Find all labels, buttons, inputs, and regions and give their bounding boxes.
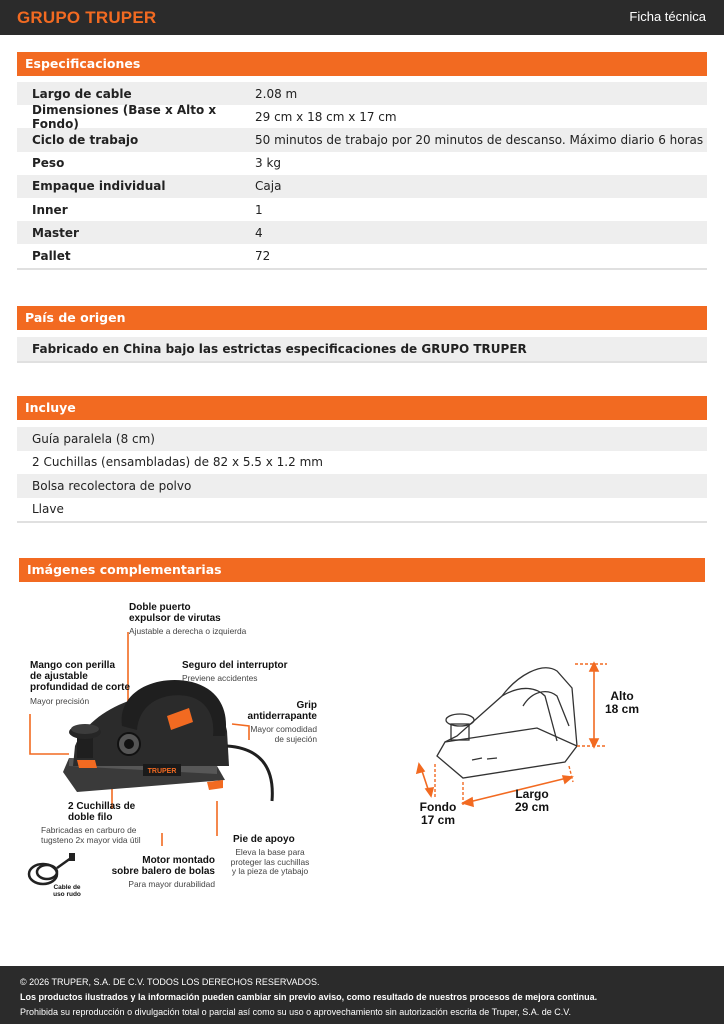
specs-table — [17, 82, 707, 270]
include-item: Guía paralela (8 cm) — [17, 427, 707, 451]
callout-chip-port — [129, 602, 289, 637]
spec-row — [17, 175, 707, 198]
callout-title: Cable de uso rudo — [53, 884, 81, 899]
includes-heading: Incluye — [17, 396, 707, 420]
callout-subtitle: Mayor comodidad de sujeción — [250, 724, 317, 744]
spec-row — [17, 221, 707, 244]
callout-subtitle: Ajustable a derecha o izquierda — [129, 626, 247, 637]
spec-value: Caja — [255, 179, 282, 194]
spec-row — [17, 128, 707, 151]
callout-motor — [89, 855, 215, 890]
top-bar — [0, 0, 724, 35]
spec-row — [17, 244, 707, 267]
include-item: 2 Cuchillas (ensambladas) de 82 x 5.5 x 1.2 mm — [32, 455, 323, 470]
footer-copyright: © 2026 TRUPER, S.A. DE C.V. TODOS LOS DERECHOS RESERVADOS. — [20, 977, 320, 987]
callout-subtitle: Fabricadas en carburo de tugsteno 2x mayor vida útil — [41, 825, 141, 845]
spec-row — [17, 102, 707, 131]
callout-blades — [41, 801, 191, 845]
spec-label: Master — [32, 225, 79, 240]
dimension-largo: Largo 29 cm — [514, 787, 550, 815]
spec-value: 2.08 m — [255, 86, 298, 101]
callout-title: Pie de apoyo — [233, 834, 295, 845]
origin-text: Fabricado en China bajo las estrictas especificaciones de GRUPO TRUPER — [17, 337, 707, 361]
callout-cable — [47, 884, 87, 899]
callout-title: Mango con perilla de ajustable profundidad de corte — [30, 660, 130, 694]
spec-value: 1 — [255, 202, 263, 217]
table-divider — [17, 361, 707, 363]
spec-label: Empaque individual — [32, 179, 166, 194]
cable-coil-icon — [29, 853, 75, 884]
callout-subtitle: Previene accidentes — [182, 673, 258, 684]
footer — [0, 966, 724, 1024]
callout-handle — [30, 660, 150, 706]
spec-value: 4 — [255, 225, 263, 240]
dimension-drawing — [437, 668, 577, 778]
callout-switch-lock — [182, 660, 302, 684]
callout-grip — [235, 700, 317, 744]
specs-heading: Especificaciones — [17, 52, 707, 76]
images-heading: Imágenes complementarias — [19, 558, 705, 582]
spec-label: Largo de cable — [32, 86, 132, 101]
spec-value: 3 kg — [255, 156, 282, 171]
dimension-alto: Alto 18 cm — [604, 689, 640, 717]
spec-row — [17, 152, 707, 175]
spec-label: Peso — [32, 156, 65, 171]
spec-value: 72 — [255, 248, 271, 263]
callout-subtitle: Eleva la base para proteger las cuchillas y la pieza de ytabajo — [230, 847, 310, 876]
includes-list — [17, 427, 707, 523]
spec-label: Ciclo de trabajo — [32, 132, 139, 147]
callout-support-foot — [215, 834, 325, 876]
complementary-figure — [17, 596, 707, 906]
footer-legal: Prohibida su reproducción o divulgación total o parcial así como su uso o aprovechamiento sin autorización escrita de Truper, S.A. de C.V. — [20, 1007, 571, 1017]
spec-value: 29 cm x 18 cm x 17 cm — [255, 109, 397, 124]
spec-label: Pallet — [32, 248, 71, 263]
callout-title: 2 Cuchillas de doble filo — [68, 801, 136, 824]
tool-brand-label: TRUPER — [147, 768, 177, 775]
dimension-fondo: Fondo 17 cm — [419, 800, 457, 828]
callout-title: Motor montado sobre balero de bolas — [111, 855, 215, 878]
table-divider — [17, 521, 707, 523]
footer-notice: Los productos ilustrados y la información pueden cambiar sin previo aviso, como resultado de nuestros procesos de mejora continua. — [20, 992, 598, 1002]
origin-table — [17, 337, 707, 363]
spec-value: 50 minutos de trabajo por 20 minutos de descanso. Máximo diario 6 horas — [255, 132, 704, 147]
callout-subtitle: Mayor precisión — [30, 695, 90, 706]
spec-label: Inner — [32, 202, 68, 217]
callout-title: Seguro del interruptor — [182, 660, 288, 671]
callout-subtitle: Para mayor durabilidad — [128, 879, 215, 890]
include-item: Bolsa recolectora de polvo — [17, 474, 707, 498]
table-divider — [17, 268, 707, 270]
callout-title: Grip antiderrapante — [247, 700, 317, 723]
spec-label: Dimensiones (Base x Alto x Fondo) — [32, 102, 217, 131]
spec-row — [17, 82, 707, 105]
spec-row — [17, 198, 707, 221]
brand-logo: GRUPO TRUPER — [17, 8, 157, 27]
callout-title: Doble puerto expulsor de virutas — [129, 602, 221, 625]
origin-heading: País de origen — [17, 306, 707, 330]
include-item: Llave — [32, 502, 64, 517]
sheet-title: Ficha técnica — [629, 9, 706, 24]
